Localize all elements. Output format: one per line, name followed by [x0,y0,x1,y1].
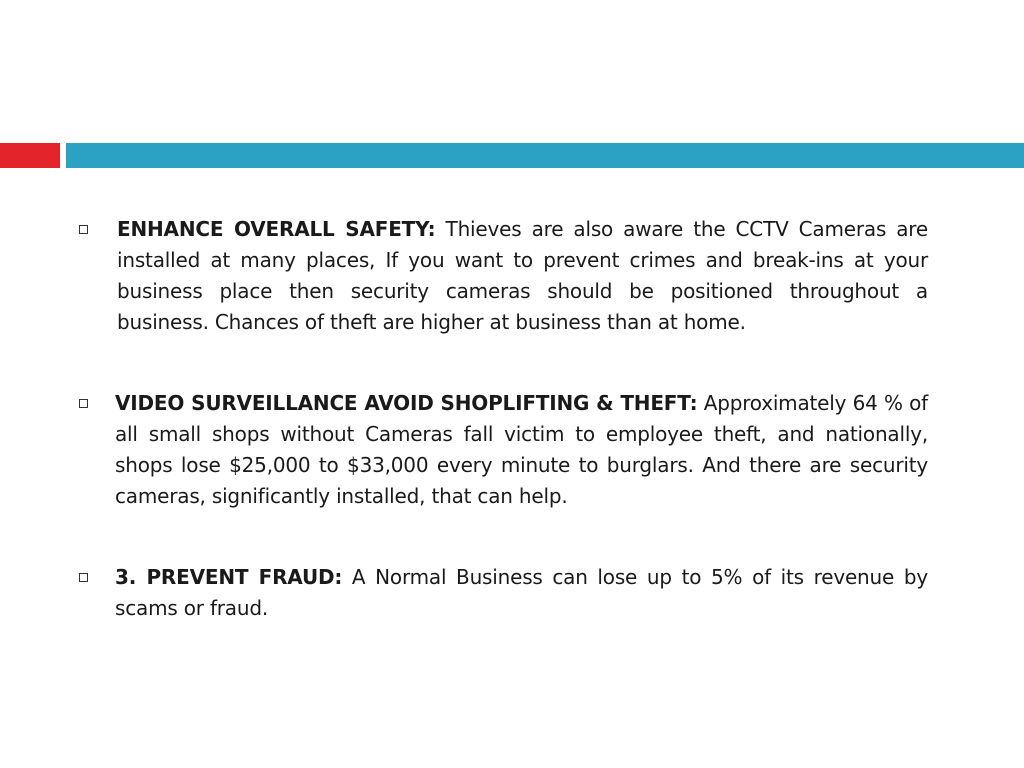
hollow-square-bullet-icon [79,573,88,582]
bullet-text [115,388,928,512]
bullet-heading: 3. PREVENT FRAUD: [115,565,343,589]
bullet-item-enhance-safety [79,214,928,338]
bullet-body: Thieves are also aware the CCTV Cameras are installed at many places, If you want to prevent crimes and break-ins at your business place then security cameras should be positioned throughout a business. Chances of theft are higher at business than at home. [117,217,929,334]
bullet-item-video-surveillance [79,388,928,512]
hollow-square-bullet-icon [79,225,88,234]
bullet-text [117,214,928,338]
bullet-item-prevent-fraud [79,562,928,624]
bullet-heading: VIDEO SURVEILLANCE AVOID SHOPLIFTING & THEFT: [115,391,698,415]
bullet-text [115,562,928,624]
bullet-body: Approximately 64 % of all small shops without Cameras fall victim to employee theft, and nationally, shops lose $25,000 to $33,000 every minute to burglars. And there are security cameras, significantly installed, that can help. [115,391,928,508]
bullet-heading: ENHANCE OVERALL SAFETY: [117,217,436,241]
hollow-square-bullet-icon [79,399,88,408]
bullet-body: A Normal Business can lose up to 5% of its revenue by scams or fraud. [115,565,928,620]
